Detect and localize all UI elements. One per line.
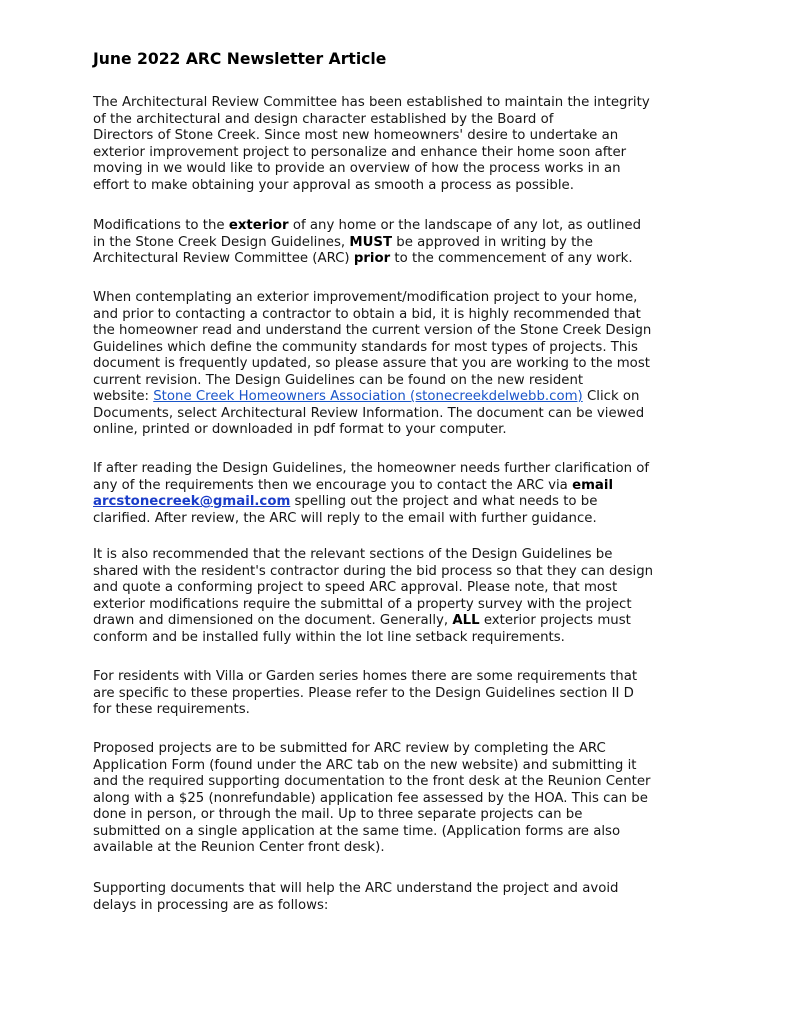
text-line: drawn and dimensioned on the document. Generally, ALL exterior projects must xyxy=(93,613,631,628)
text-line: exterior modifications require the submittal of a property survey with the project xyxy=(93,596,632,612)
text-line: arcstonecreek@gmail.com spelling out the project and what needs to be xyxy=(93,494,598,509)
text-line: of the architectural and design character established by the Board of xyxy=(93,111,554,127)
text-line: conform and be installed fully within the lot line setback requirements. xyxy=(93,629,565,645)
emphasis-all: ALL xyxy=(452,613,480,628)
paragraph-design-guidelines xyxy=(93,290,651,439)
emphasis-prior: prior xyxy=(353,251,391,266)
text-line: the homeowner read and understand the current version of the Stone Creek Design xyxy=(93,323,652,338)
text-line: effort to make obtaining your approval as smooth a process as possible. xyxy=(93,177,574,193)
text-line: done in person, or through the mail. Up to three separate projects can be xyxy=(93,807,583,822)
text-line: Directors of Stone Creek. Since most new homeowners' desire to undertake an xyxy=(93,128,619,143)
text-line: for these requirements. xyxy=(93,702,250,717)
text-line: Supporting documents that will help the ARC understand the project and avoid xyxy=(93,881,619,896)
paragraph-clarification xyxy=(93,461,649,527)
document-title: June 2022 ARC Newsletter Article xyxy=(93,50,387,68)
text-line: It is also recommended that the relevant sections of the Design Guidelines be xyxy=(93,547,613,562)
paragraph-intro xyxy=(93,95,650,194)
text-line: Guidelines which define the community standards for most types of projects. This xyxy=(93,339,638,355)
text-line: For residents with Villa or Garden series homes there are some requirements that xyxy=(93,669,638,684)
text-line: and the required supporting documentation to the front desk at the Reunion Center xyxy=(93,774,651,789)
text-line: website: Stone Creek Homeowners Association (stonecreekdelwebb.com) Click on xyxy=(93,389,640,404)
emphasis-must: MUST xyxy=(349,234,393,250)
arc-email-link[interactable]: arcstonecreek@gmail.com xyxy=(93,494,291,509)
text-line: are specific to these properties. Please refer to the Design Guidelines section II D xyxy=(93,685,634,701)
paragraph-modifications xyxy=(93,218,641,268)
paragraph-contractor xyxy=(93,547,653,646)
text-line: The Architectural Review Committee has been established to maintain the integrity xyxy=(93,95,650,110)
text-line: When contemplating an exterior improvement/modification project to your home, xyxy=(93,290,638,305)
text-line: current revision. The Design Guidelines can be found on the new resident xyxy=(93,372,584,388)
text-line: along with a $25 (nonrefundable) application fee assessed by the HOA. This can be xyxy=(93,790,648,806)
text-line: Application Form (found under the ARC tab on the new website) and submitting it xyxy=(93,757,637,773)
text-line: online, printed or downloaded in pdf format to your computer. xyxy=(93,422,507,437)
paragraph-submission xyxy=(93,741,651,857)
text-line: available at the Reunion Center front desk). xyxy=(93,840,385,855)
text-line: any of the requirements then we encourage you to contact the ARC via email xyxy=(93,477,614,493)
text-line: Documents, select Architectural Review Information. The document can be viewed xyxy=(93,405,645,421)
text-line: submitted on a single application at the same time. (Application forms are also xyxy=(93,823,621,839)
text-line: and quote a conforming project to speed ARC approval. Please note, that most xyxy=(93,580,618,595)
text-line: document is frequently updated, so please assure that you are working to the most xyxy=(93,356,650,371)
text-line: and prior to contacting a contractor to obtain a bid, it is highly recommended that xyxy=(93,306,641,322)
paragraph-supporting-documents xyxy=(93,881,619,914)
paragraph-villa-garden xyxy=(93,669,637,719)
text-line: shared with the resident's contractor during the bid process so that they can design xyxy=(93,563,654,579)
text-line: Proposed projects are to be submitted for ARC review by completing the ARC xyxy=(93,741,606,756)
text-line: clarified. After review, the ARC will reply to the email with further guidance. xyxy=(93,510,597,526)
text-line: Architectural Review Committee (ARC) prior to the commencement of any work. xyxy=(93,251,633,266)
text-line: exterior improvement project to personalize and enhance their home soon after xyxy=(93,144,627,160)
text-line: If after reading the Design Guidelines, the homeowner needs further clarification of xyxy=(93,461,650,476)
text-line: Modifications to the exterior of any home or the landscape of any lot, as outlined xyxy=(93,218,642,233)
emphasis-exterior: exterior xyxy=(228,218,289,233)
hoa-website-link[interactable]: Stone Creek Homeowners Association (stonecreekdelwebb.com) xyxy=(153,389,583,404)
emphasis-email: email xyxy=(572,477,614,493)
text-line: moving in we would like to provide an overview of how the process works in an xyxy=(93,161,621,176)
text-line: in the Stone Creek Design Guidelines, MUST be approved in writing by the xyxy=(93,234,593,250)
text-line: delays in processing are as follows: xyxy=(93,897,329,913)
